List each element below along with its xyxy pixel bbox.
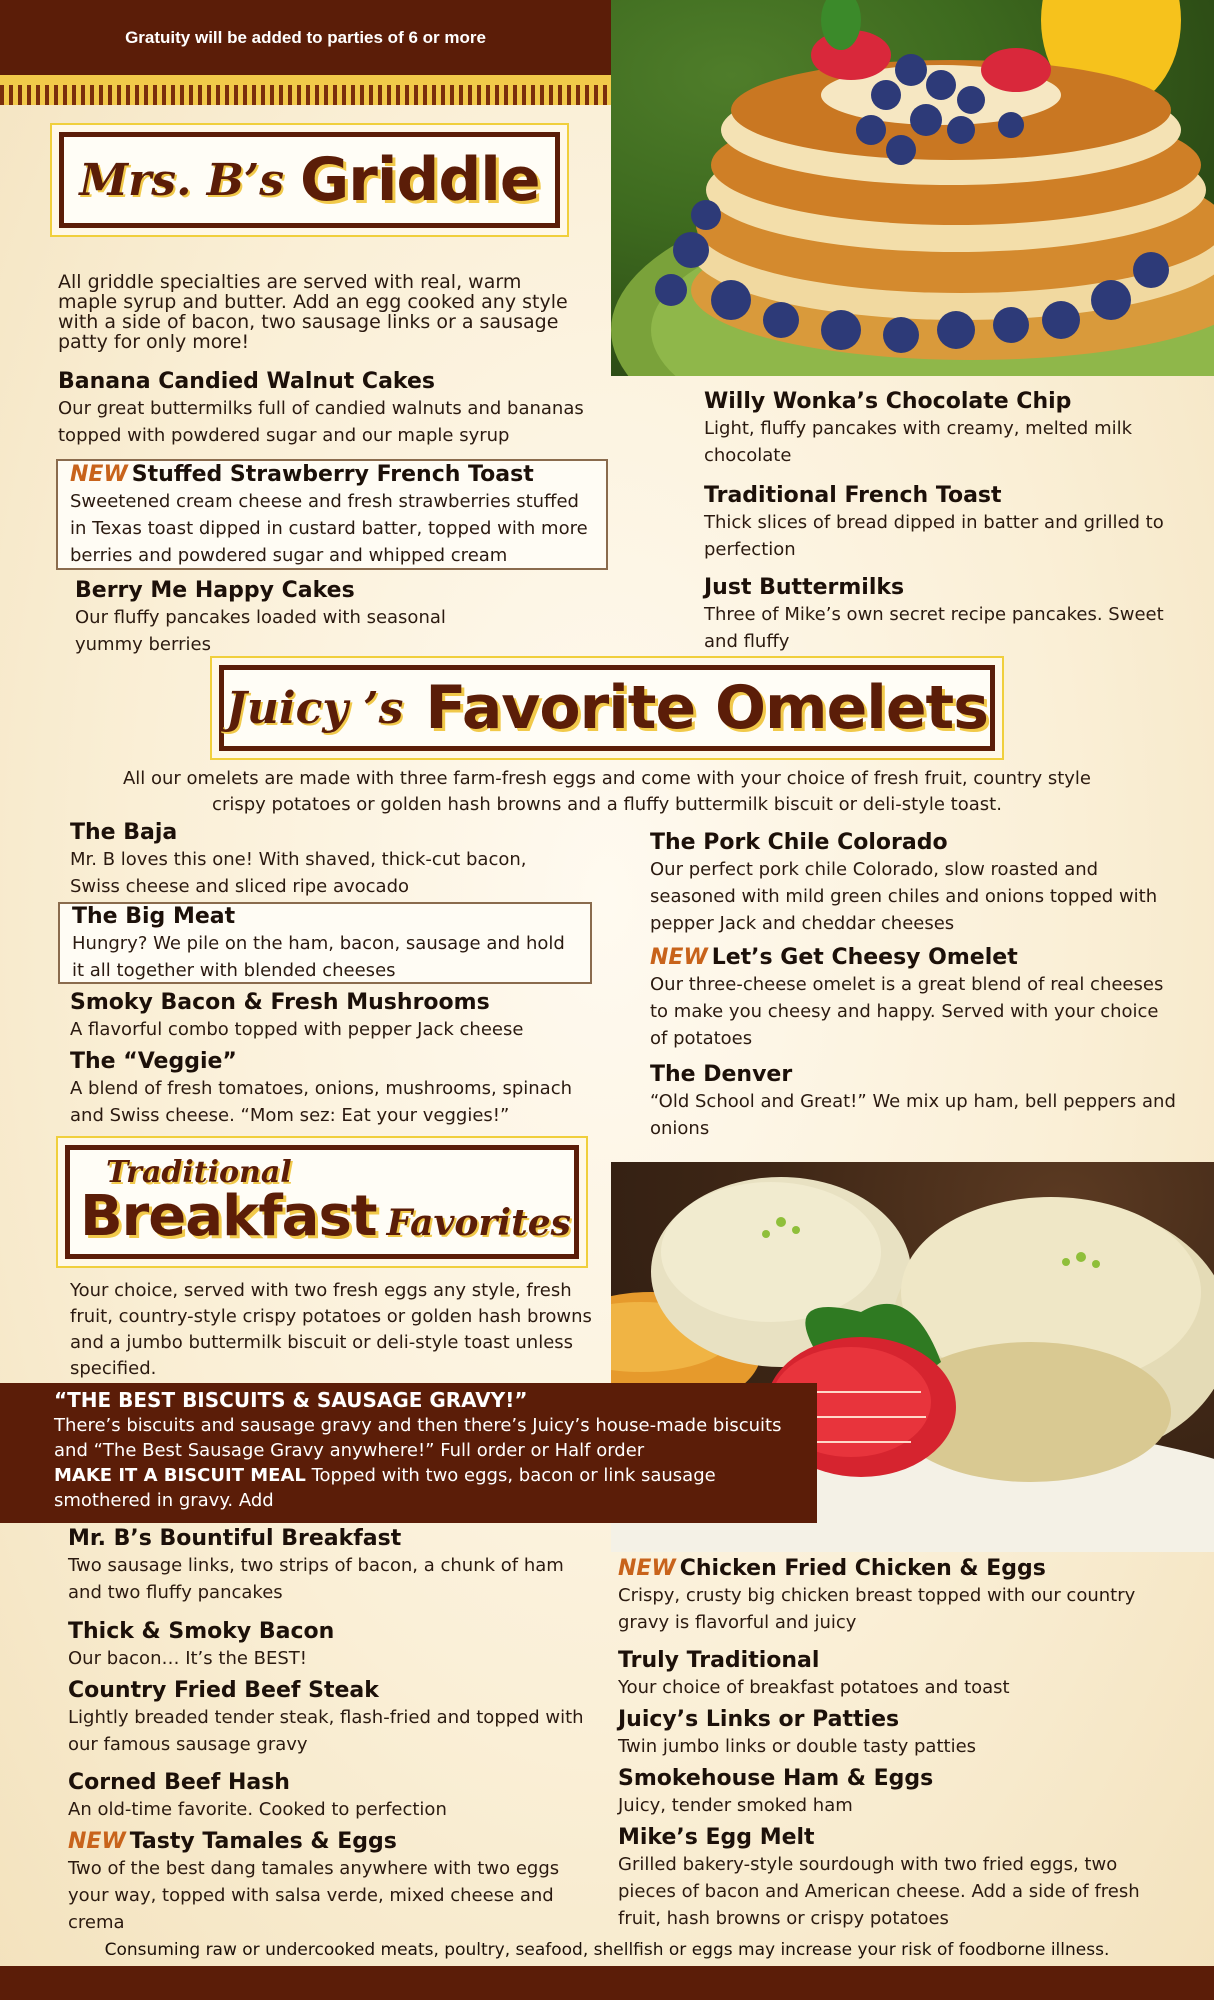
menu-item — [618, 1825, 1178, 1932]
item-title: The “Veggie” — [70, 1049, 237, 1074]
item-desc: Two sausage links, two strips of bacon, a chunk of ham and two fluffy pancakes — [68, 1555, 564, 1603]
omelets-title-script: Juicy ’s — [226, 682, 404, 734]
menu-item — [650, 830, 1180, 937]
omelets-title-box — [210, 656, 1004, 760]
item-title: Willy Wonka’s Chocolate Chip — [704, 389, 1072, 414]
breakfast-title-box — [56, 1136, 588, 1268]
item-title: Mike’s Egg Melt — [618, 1825, 815, 1850]
item-title: Banana Candied Walnut Cakes — [58, 369, 435, 394]
item-title: Tasty Tamales & Eggs — [129, 1829, 397, 1854]
menu-item — [618, 1556, 1178, 1636]
item-desc: Our bacon… It’s the BEST! — [68, 1648, 308, 1669]
item-title: Let’s Get Cheesy Omelet — [711, 945, 1018, 970]
featured-title: “THE BEST BISCUITS & SAUSAGE GRAVY!” — [54, 1388, 528, 1412]
item-desc: A flavorful combo topped with pepper Jack cheese — [70, 1019, 524, 1040]
item-desc: A blend of fresh tomatoes, onions, mushrooms, spinach and Swiss cheese. “Mom sez: Eat your veggies!” — [70, 1078, 573, 1126]
menu-item — [704, 575, 1174, 655]
item-title: The Pork Chile Colorado — [650, 830, 948, 855]
item-desc: Our great buttermilks full of candied walnuts and bananas topped with powdered sugar and our maple syrup — [58, 398, 584, 446]
biscuit-meal-desc: Topped with two eggs, bacon or link sausage smothered in gravy. Add — [54, 1465, 716, 1511]
item-title: Smokehouse Ham & Eggs — [618, 1766, 934, 1791]
menu-item — [70, 820, 570, 900]
omelets-intro: All our omelets are made with three farm-fresh eggs and come with your choice of fresh fruit, country style crispy potatoes or golden hash browns and a fluffy buttermilk biscuit or deli-style toast. — [122, 768, 1092, 815]
item-title: The Big Meat — [72, 904, 236, 929]
menu-item — [650, 945, 1180, 1052]
menu-item-featured — [56, 459, 608, 570]
item-desc: Light, fluffy pancakes with creamy, melted milk chocolate — [704, 418, 1133, 466]
featured-biscuits-panel — [0, 1383, 817, 1523]
menu-item — [618, 1707, 1178, 1760]
menu-item — [68, 1770, 588, 1823]
breakfast-title-script-top: Traditional — [106, 1155, 292, 1190]
item-title: Juicy’s Links or Patties — [618, 1707, 900, 1732]
item-desc: Our fluffy pancakes loaded with seasonal yummy berries — [75, 607, 446, 655]
menu-item — [70, 990, 600, 1043]
item-title: Thick & Smoky Bacon — [68, 1619, 335, 1644]
featured-desc: There’s biscuits and sausage gravy and then there’s Juicy’s house-made biscuits and “The Best Sausage Gravy anywhere!” Full order or Half order — [54, 1415, 782, 1461]
menu-item — [618, 1766, 1178, 1819]
item-desc: Juicy, tender smoked ham — [618, 1795, 853, 1816]
breakfast-title-bold: Breakfast — [80, 1184, 377, 1249]
item-desc: Mr. B loves this one! With shaved, thick-cut bacon, Swiss cheese and sliced ripe avocado — [70, 849, 527, 897]
menu-item — [58, 369, 618, 449]
item-title: Truly Traditional — [618, 1648, 820, 1673]
menu-item-featured — [58, 902, 592, 984]
new-badge: NEW — [618, 1556, 676, 1581]
item-title: Mr. B’s Bountiful Breakfast — [68, 1526, 402, 1551]
item-desc: Grilled bakery-style sourdough with two fried eggs, two pieces of bacon and American cheese. Add a side of fresh fruit, hash browns or crispy potatoes — [618, 1854, 1140, 1929]
item-desc: Our three-cheese omelet is a great blend of real cheeses to make you cheesy and happy. Served with your choice of potatoes — [650, 974, 1164, 1049]
menu-item — [618, 1648, 1178, 1701]
item-desc: Thick slices of bread dipped in batter and grilled to perfection — [704, 512, 1164, 560]
item-desc: Crispy, crusty big chicken breast topped with our country gravy is flavorful and juicy — [618, 1585, 1136, 1633]
item-title: The Baja — [70, 820, 178, 845]
decorative-fringe — [0, 75, 611, 105]
item-desc: Two of the best dang tamales anywhere with two eggs your way, topped with salsa verde, mixed cheese and crema — [68, 1858, 560, 1933]
menu-item — [68, 1619, 588, 1672]
item-desc: “Old School and Great!” We mix up ham, bell peppers and onions — [650, 1091, 1176, 1139]
pancake-photo — [611, 0, 1214, 376]
menu-item — [68, 1678, 588, 1758]
item-desc: Three of Mike’s own secret recipe pancakes. Sweet and fluffy — [704, 604, 1164, 652]
item-title: Corned Beef Hash — [68, 1770, 290, 1795]
item-title: Traditional French Toast — [704, 483, 1002, 508]
item-desc: Twin jumbo links or double tasty patties — [618, 1736, 977, 1757]
menu-item — [704, 483, 1174, 563]
item-title: Country Fried Beef Steak — [68, 1678, 379, 1703]
item-title: Smoky Bacon & Fresh Mushrooms — [70, 990, 490, 1015]
breakfast-title-script-right: Favorites — [386, 1202, 571, 1244]
menu-item — [75, 578, 475, 658]
new-badge: NEW — [68, 1829, 126, 1854]
item-desc: An old-time favorite. Cooked to perfection — [68, 1799, 447, 1820]
menu-item — [68, 1526, 588, 1606]
food-safety-warning: Consuming raw or undercooked meats, poultry, seafood, shellfish or eggs may increase your risk of foodborne illness. — [104, 1940, 1110, 1960]
item-title: The Denver — [650, 1062, 793, 1087]
item-desc: Sweetened cream cheese and fresh strawberries stuffed in Texas toast dipped in custard batter, topped with more berries and powdered sugar and whipped cream — [70, 491, 588, 566]
item-desc: Hungry? We pile on the ham, bacon, sausage and hold it all together with blended cheeses — [72, 933, 565, 981]
menu-item — [70, 1049, 600, 1129]
item-desc: Our perfect pork chile Colorado, slow roasted and seasoned with mild green chiles and onions topped with pepper Jack and cheddar cheeses — [650, 859, 1158, 934]
item-title: Stuffed Strawberry French Toast — [131, 462, 534, 487]
menu-item — [650, 1062, 1180, 1142]
griddle-title-box — [50, 123, 569, 237]
new-badge: NEW — [650, 945, 708, 970]
griddle-title-bold: Griddle — [300, 145, 540, 215]
item-desc: Lightly breaded tender steak, flash-fried and topped with our famous sausage gravy — [68, 1707, 584, 1755]
bottom-banner — [0, 1966, 1214, 2000]
menu-item — [704, 389, 1174, 469]
item-title: Just Buttermilks — [704, 575, 905, 600]
biscuit-meal-label: MAKE IT A BISCUIT MEAL — [54, 1465, 306, 1486]
breakfast-intro: Your choice, served with two fresh eggs any style, fresh fruit, country-style crispy potatoes or golden hash browns and a jumbo buttermilk biscuit or deli-style toast unless specified. — [70, 1280, 592, 1379]
griddle-intro: All griddle specialties are served with real, warm maple syrup and butter. Add an egg cooked any style with a side of bacon, two sausage links or a sausage patty for only more! — [58, 271, 568, 353]
gratuity-notice: Gratuity will be added to parties of 6 or more — [125, 27, 486, 47]
omelets-title-bold: Favorite Omelets — [425, 673, 988, 743]
item-desc: Your choice of breakfast potatoes and toast — [618, 1677, 1010, 1698]
menu-item — [68, 1829, 588, 1936]
item-title: Berry Me Happy Cakes — [75, 578, 355, 603]
griddle-title-script: Mrs. B’s — [79, 154, 284, 206]
new-badge: NEW — [70, 462, 128, 487]
item-title: Chicken Fried Chicken & Eggs — [679, 1556, 1046, 1581]
